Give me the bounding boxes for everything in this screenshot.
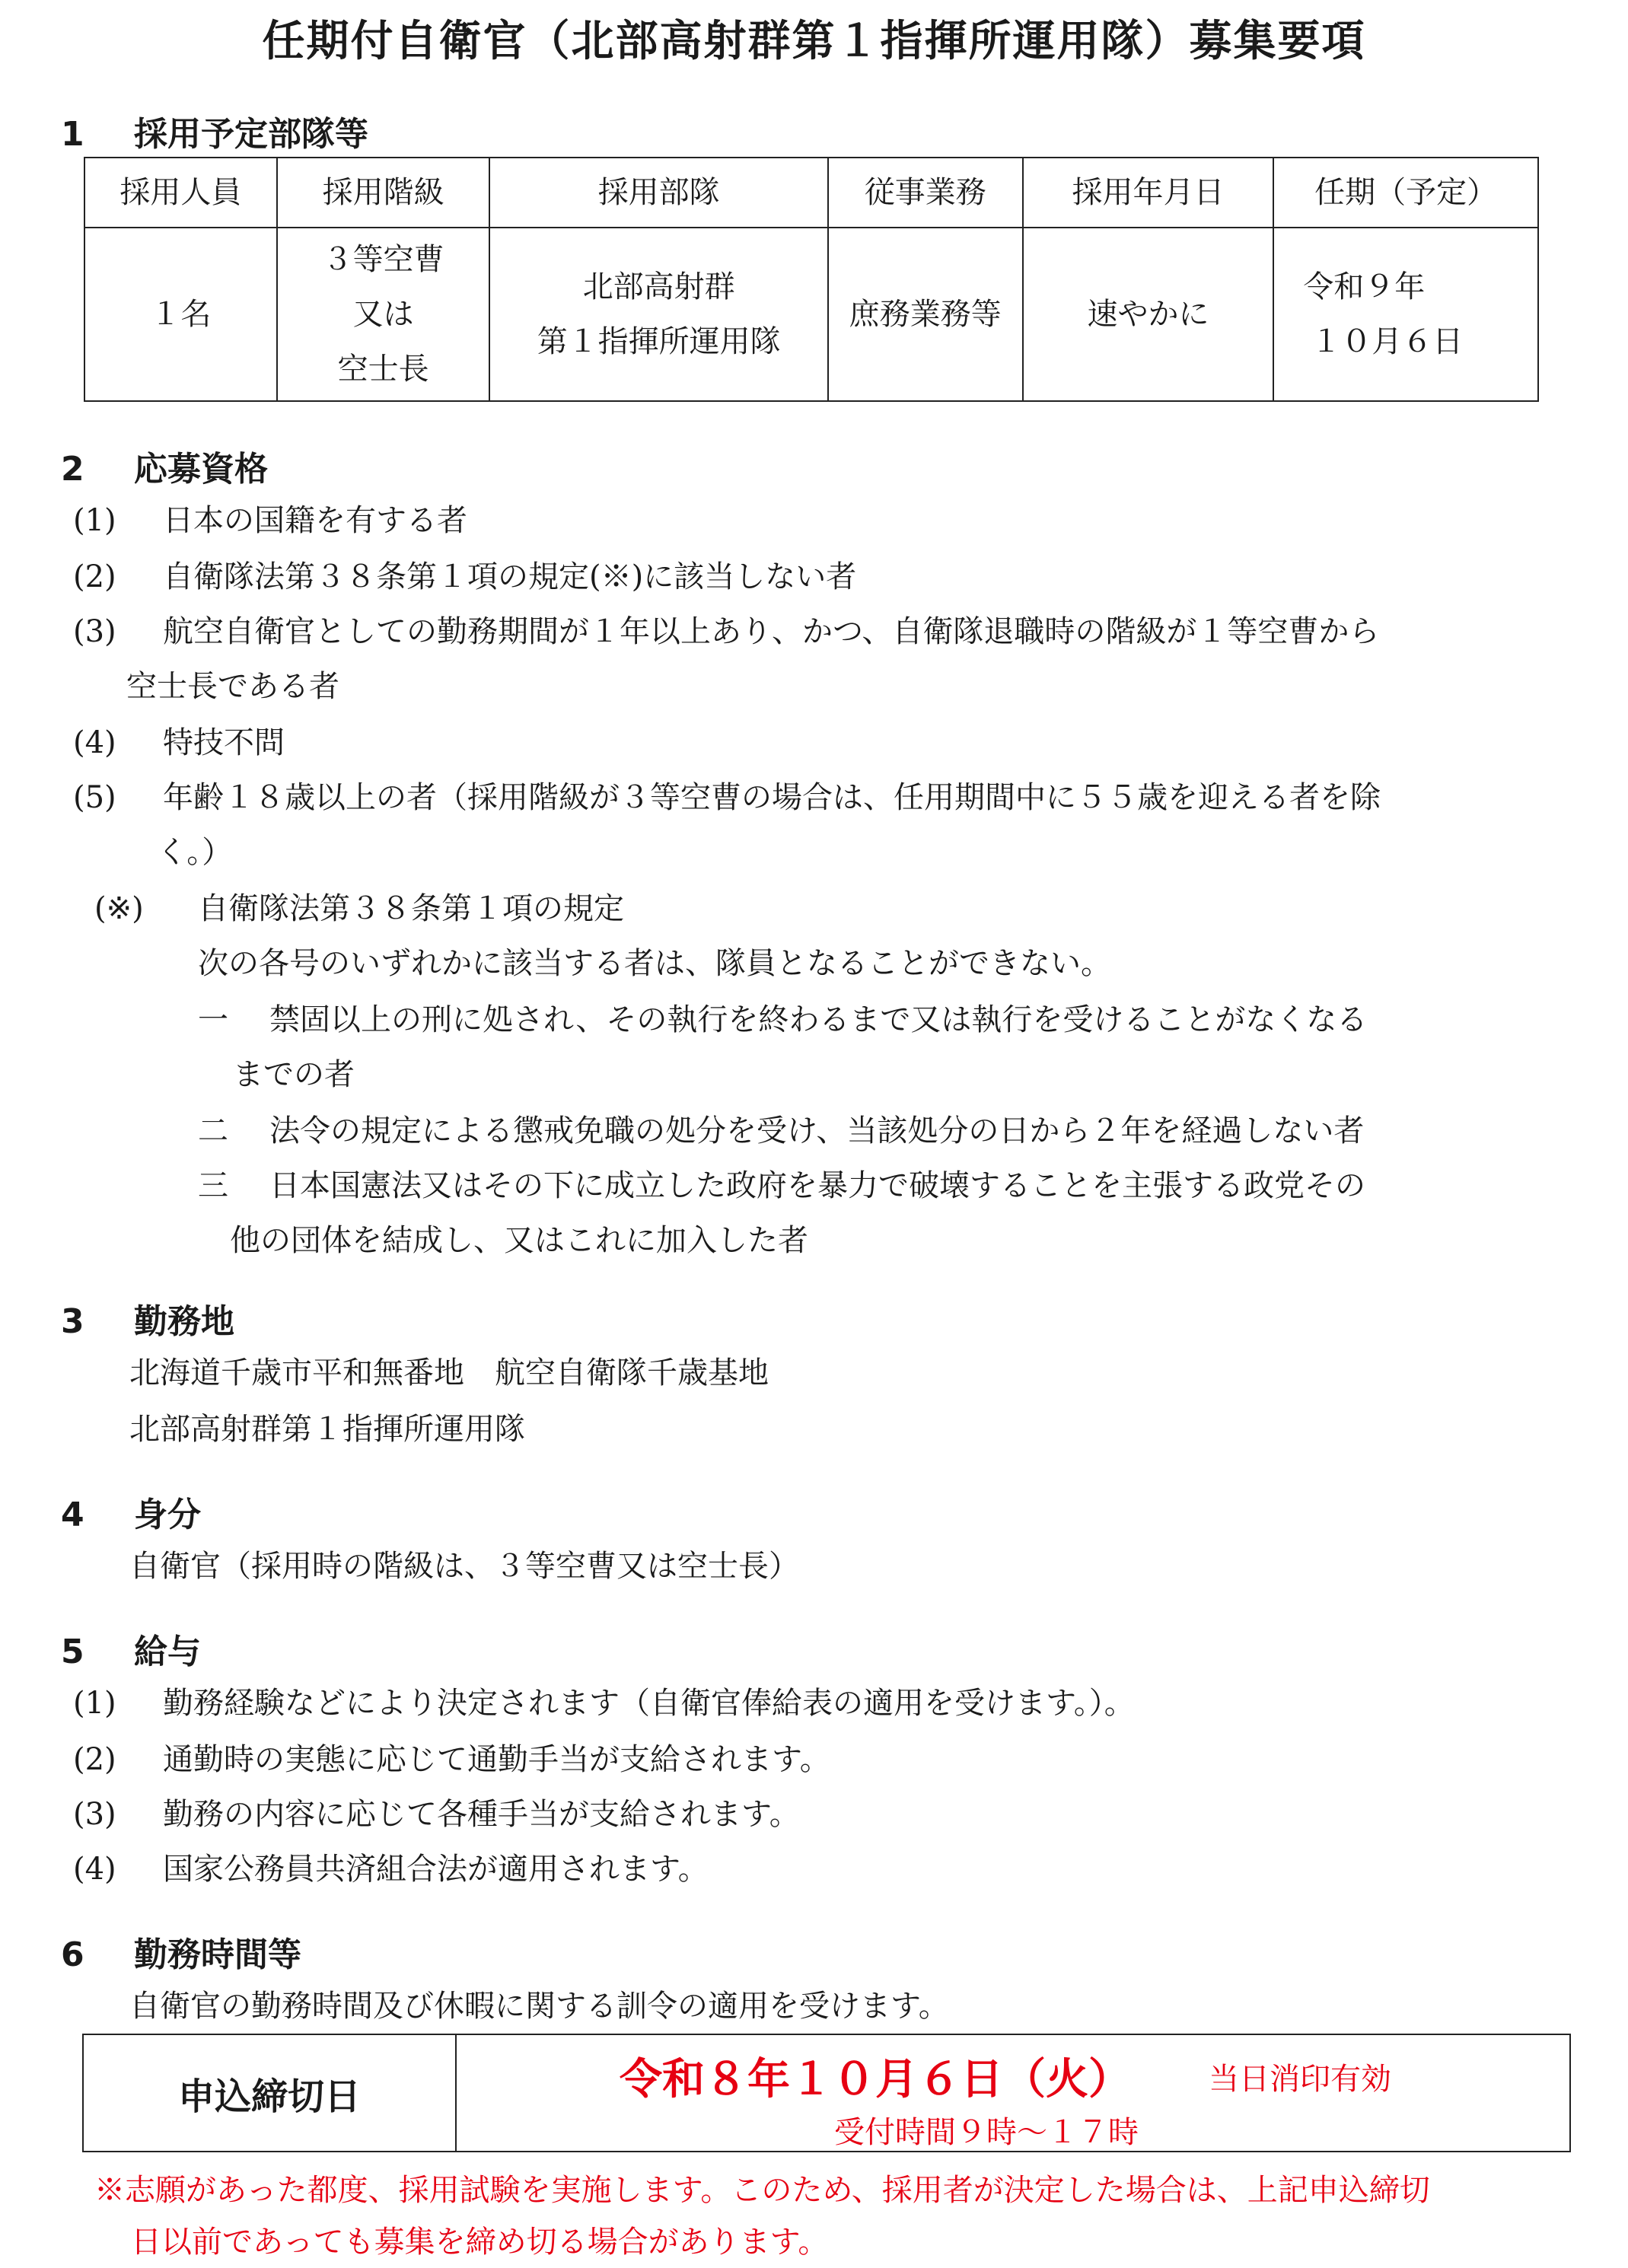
item-number: (1) — [73, 503, 116, 538]
rank-cell — [277, 228, 490, 401]
note-item — [198, 1107, 1364, 1150]
item-text: 特技不問 — [163, 725, 285, 760]
section-number: 6 — [61, 1935, 84, 1974]
list-item — [73, 1790, 800, 1833]
item-number: (2) — [73, 1742, 116, 1777]
table-header-cell: 採用階級 — [277, 158, 490, 228]
unit-line: 第１指揮所運用隊 — [537, 324, 781, 359]
item-number: (4) — [73, 1852, 116, 1887]
table-header-row — [84, 158, 1538, 228]
section-title: 勤務時間等 — [134, 1935, 301, 1974]
note-heading — [94, 884, 624, 928]
deadline-label: 申込締切日 — [84, 2035, 457, 2151]
note-title: 自衛隊法第３８条第１項の規定 — [198, 891, 624, 926]
footnote — [94, 2164, 1586, 2268]
section-1-heading — [61, 107, 368, 155]
item-text: 日本の国籍を有する者 — [163, 503, 467, 538]
date-cell: 速やかに — [1023, 228, 1274, 401]
item-text: 禁固以上の刑に処され、その執行を終わるまで又は執行を受けることがなくなる — [269, 1002, 1368, 1037]
footnote-line: 日以前であっても募集を締め切る場合があります。 — [131, 2225, 829, 2260]
body-line: 北部高射群第１指揮所運用隊 — [129, 1412, 525, 1447]
item-number: (5) — [73, 780, 116, 815]
recruitment-table — [84, 157, 1539, 402]
item-continuation: く。） — [157, 835, 233, 870]
table-header-cell: 採用人員 — [84, 158, 277, 228]
section-title: 採用予定部隊等 — [134, 115, 368, 154]
table-row — [84, 228, 1538, 401]
table-header-cell: 採用年月日 — [1023, 158, 1274, 228]
item-number: (3) — [73, 1797, 116, 1832]
unit-cell — [489, 228, 828, 401]
note-item — [198, 1161, 1365, 1205]
item-text: 勤務経験などにより決定されます（自衛官俸給表の適用を受けます。）。 — [163, 1686, 1135, 1721]
section-number: 1 — [61, 115, 84, 154]
postmark-note: 当日消印有効 — [1209, 2062, 1391, 2097]
item-continuation: 空士長である者 — [126, 669, 339, 704]
note-intro: 次の各号のいずれかに該当する者は、隊員となることができない。 — [198, 946, 1111, 981]
section-number: 5 — [61, 1633, 84, 1671]
list-item — [73, 718, 285, 762]
item-text: 自衛隊法第３８条第１項の規定(※)に該当しない者 — [163, 559, 857, 594]
section-title: 勤務地 — [134, 1302, 234, 1341]
list-item — [73, 607, 1379, 651]
section-title: 給与 — [134, 1633, 201, 1671]
rank-line: 空士長 — [337, 352, 429, 387]
table-header-cell: 任期（予定） — [1273, 158, 1538, 228]
item-text: 国家公務員共済組合法が適用されます。 — [163, 1852, 709, 1887]
count-cell: １名 — [84, 228, 277, 401]
section-title: 身分 — [134, 1496, 201, 1534]
reception-hours: 受付時間９時～１７時 — [834, 2115, 1139, 2150]
list-item — [73, 1845, 709, 1888]
item-text: 航空自衛官としての勤務期間が１年以上あり、かつ、自衛隊退職時の階級が１等空曹から — [163, 614, 1380, 649]
item-number: 三 — [198, 1168, 228, 1203]
item-number: (4) — [73, 725, 116, 760]
deadline-date: 令和８年１０月６日（火） — [620, 2055, 1131, 2104]
term-line: 令和９年 — [1303, 269, 1426, 304]
page-title: 任期付自衛官（北部高射群第１指揮所運用隊）募集要項 — [262, 17, 1366, 66]
footnote-line: ※志願があった都度、採用試験を実施します。このため、採用者が決定した場合は、上記申込締切 — [94, 2173, 1430, 2208]
item-text: 年齢１８歳以上の者（採用階級が３等空曹の場合は、任用期間中に５５歳を迎える者を除 — [163, 780, 1381, 815]
item-text: 通勤時の実態に応じて通勤手当が支給されます。 — [163, 1742, 830, 1777]
body-line: 自衛官（採用時の階級は、３等空曹又は空士長） — [129, 1549, 799, 1584]
unit-line: 北部高射群 — [582, 269, 735, 304]
body-line: 自衛官の勤務時間及び休暇に関する訓令の適用を受けます。 — [129, 1989, 949, 2024]
item-number: 一 — [198, 1002, 228, 1037]
item-number: (2) — [73, 559, 116, 594]
section-6-heading — [61, 1927, 301, 1976]
item-number: 二 — [198, 1113, 228, 1148]
table-header-cell: 採用部隊 — [489, 158, 828, 228]
list-item — [73, 553, 856, 596]
table-header-cell: 従事業務 — [828, 158, 1023, 228]
section-2-heading — [61, 441, 268, 490]
duty-cell: 庶務業務等 — [828, 228, 1023, 401]
term-cell — [1273, 228, 1538, 401]
term-line: １０月６日 — [1311, 324, 1464, 359]
note-item — [198, 995, 1367, 1039]
item-text: 日本国憲法又はその下に成立した政府を暴力で破壊することを主張する政党その — [269, 1168, 1365, 1203]
list-item — [73, 1679, 1135, 1722]
list-item — [73, 1735, 830, 1779]
note-mark: (※) — [94, 891, 144, 926]
deadline-box — [82, 2034, 1571, 2152]
section-number: 4 — [61, 1496, 84, 1534]
section-5-heading — [61, 1624, 201, 1673]
section-4-heading — [61, 1487, 201, 1536]
item-number: (1) — [73, 1686, 116, 1721]
rank-line: ３等空曹 — [322, 242, 444, 277]
section-title: 応募資格 — [134, 450, 268, 489]
list-item — [73, 496, 467, 540]
section-number: 3 — [61, 1302, 84, 1341]
list-item — [73, 773, 1381, 817]
section-number: 2 — [61, 450, 84, 489]
item-text: 勤務の内容に応じて各種手当が支給されます。 — [163, 1797, 800, 1832]
section-3-heading — [61, 1294, 234, 1343]
item-continuation: 他の団体を結成し、又はこれに加入した者 — [230, 1223, 808, 1258]
item-continuation: までの者 — [233, 1057, 355, 1092]
item-text: 法令の規定による懲戒免職の処分を受け、当該処分の日から２年を経過しない者 — [269, 1113, 1365, 1148]
item-number: (3) — [73, 614, 116, 649]
body-line: 北海道千歳市平和無番地 航空自衛隊千歳基地 — [129, 1355, 769, 1390]
rank-line: 又は — [352, 297, 414, 332]
